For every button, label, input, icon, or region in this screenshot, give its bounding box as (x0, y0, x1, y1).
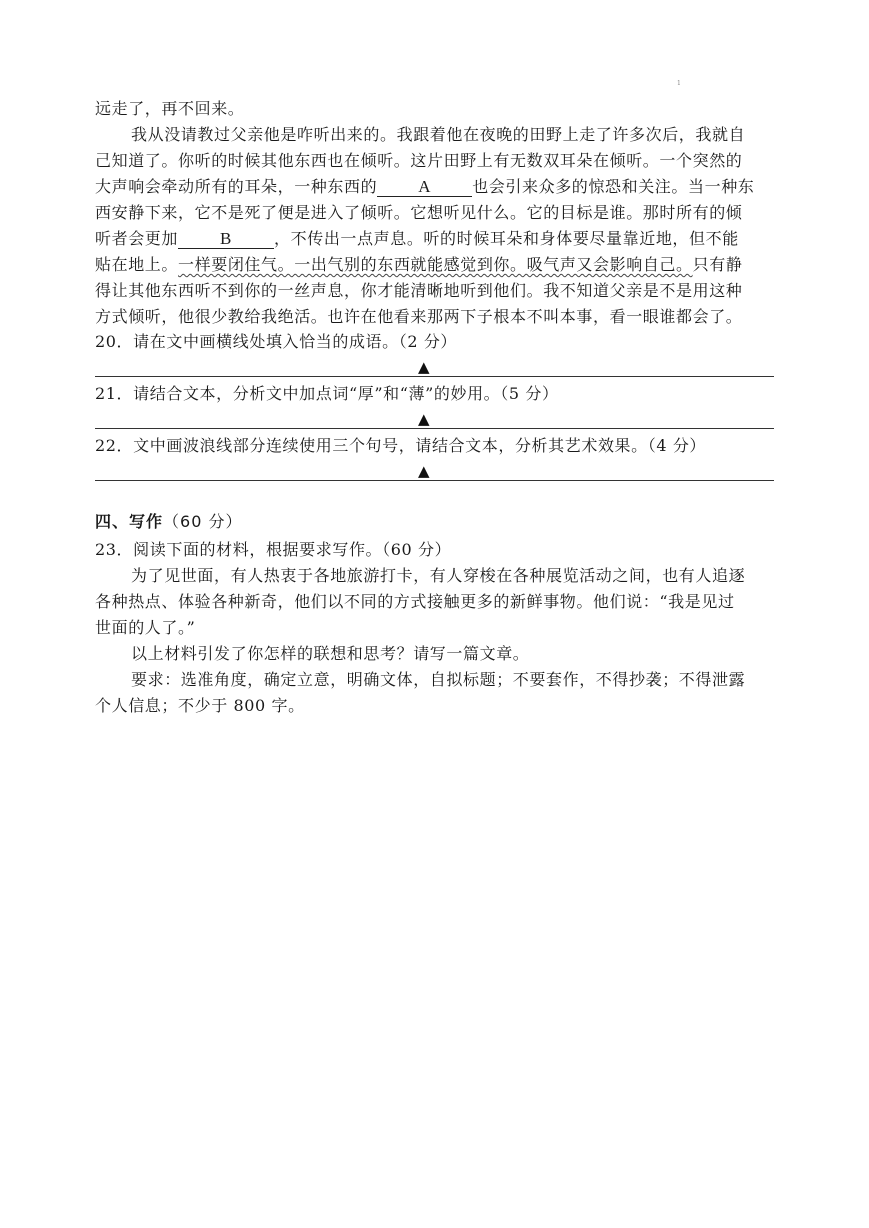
answer-marker-triangle-icon: ▲ (418, 358, 430, 376)
passage-text: 贴在地上。 (95, 255, 179, 274)
section-score: （60 分） (163, 512, 243, 531)
section-title: 四、写作 (95, 512, 164, 531)
passage-line: 得让其他东西听不到你的一丝声息，你才能清晰地听到他们。我不知道父亲是不是用这种 (95, 281, 743, 300)
passage-line-with-blank-b (95, 229, 739, 249)
requirement-line: 个人信息；不少于 800 字。 (95, 696, 305, 715)
requirement-line: 要求：选准角度，确定立意，明确文体，自拟标题；不要套作，不得抄袭；不得泄露 (131, 670, 746, 689)
passage-text: 大声响会牵动所有的耳朵，一种东西的 (95, 177, 378, 196)
material-line: 各种热点、体验各种新奇，他们以不同的方式接触更多的新鲜事物。他们说：“我是见过 (95, 592, 735, 611)
page-mark: 1 (677, 80, 681, 87)
passage-line: 方式倾听，他很少教给我绝活。也许在他看来那两下子根本不叫本事，看一眼谁都会了。 (95, 307, 743, 326)
passage-text: ，不传出一点声息。听的时候耳朵和身体要尽量靠近地，但不能 (274, 229, 739, 248)
answer-marker-triangle-icon: ▲ (418, 410, 430, 428)
answer-line (95, 480, 774, 481)
passage-text: 听者会更加 (95, 229, 179, 248)
passage-line: 己知道了。你听的时候其他东西也在倾听。这片田野上有无数双耳朵在倾听。一个突然的 (95, 151, 743, 170)
question-23: 23．阅读下面的材料，根据要求写作。（60 分） (95, 540, 452, 559)
material-line: 世面的人了。” (95, 618, 196, 637)
passage-line: 西安静下来，它不是死了便是进入了倾听。它想听见什么。它的目标是谁。那时所有的倾 (95, 203, 743, 222)
question-22: 22．文中画波浪线部分连续使用三个句号，请结合文本，分析其艺术效果。（4 分） (95, 436, 707, 455)
passage-text: 只有静 (692, 255, 743, 274)
answer-line (95, 376, 774, 377)
passage-line-with-wavy (95, 255, 742, 275)
passage-line: 我从没请教过父亲他是咋听出来的。我跟着他在夜晚的田野上走了许多次后，我就自 (131, 125, 746, 144)
answer-line (95, 428, 774, 429)
material-line: 为了见世面，有人热衷于各地旅游打卡，有人穿梭在各种展览活动之间，也有人追逐 (131, 566, 746, 585)
answer-marker-triangle-icon: ▲ (418, 462, 430, 480)
passage-line: 远走了，再不回来。 (95, 99, 245, 118)
prompt-line: 以上材料引发了你怎样的联想和思考？请写一篇文章。 (131, 644, 530, 663)
wavy-underlined-text: 一样要闭住气。一出气别的东西就能感觉到你。吸气声又会影响自己。 (178, 255, 693, 274)
blank-b: B (178, 230, 274, 249)
blank-a: A (377, 178, 472, 197)
passage-line-with-blank-a (95, 177, 754, 197)
question-21: 21．请结合文本，分析文中加点词“厚”和“薄”的妙用。（5 分） (95, 384, 559, 403)
section-heading (95, 512, 242, 532)
passage-text: 也会引来众多的惊恐和关注。当一种东 (472, 177, 755, 196)
question-20: 20．请在文中画横线处填入恰当的成语。（2 分） (95, 332, 458, 351)
